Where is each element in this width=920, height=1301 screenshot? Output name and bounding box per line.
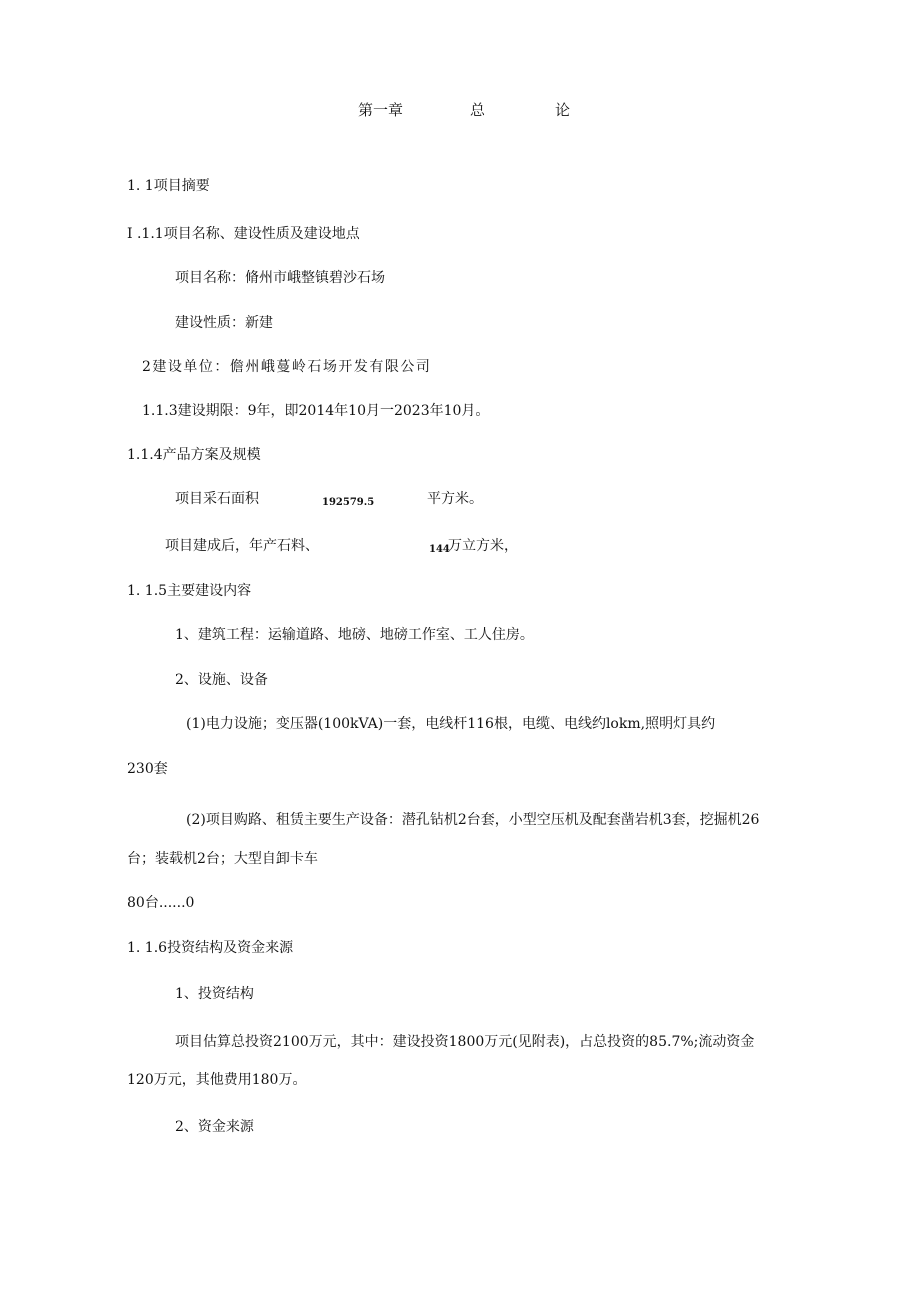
power-facilities-line-2: 230套	[127, 761, 168, 777]
chapter-number: 第一章	[358, 101, 404, 119]
investment-structure-heading: 1、投资结构	[175, 986, 254, 1002]
area-value: 192579.5	[322, 497, 375, 508]
chapter-title-char-1: 总	[470, 101, 486, 119]
section-heading-1-1-6: 1. 1.6投资结构及资金来源	[127, 940, 294, 956]
facilities-item: 2、设施、设备	[175, 672, 268, 688]
construction-unit-text: 2建设单位：儋州峨蔓岭石场开发有限公司	[142, 359, 432, 375]
section-heading-1-1-4: 1.1.4产品方案及规模	[127, 447, 261, 463]
equipment-line-2: 台；装载机2台；大型自卸卡车	[127, 851, 318, 867]
section-heading-1-1-5: 1. 1.5主要建设内容	[127, 583, 252, 599]
section-heading-1-1: 1. 1项目摘要	[127, 178, 210, 194]
project-name-text: 项目名称：脩州市峨整镇碧沙石场	[175, 270, 385, 286]
construction-nature-text: 建设性质：新建	[175, 315, 273, 331]
equipment-line-3: 80台......0	[127, 895, 195, 911]
equipment-line-1: (2)项目购路、租赁主要生产设备：潜孔钻机2台套，小型空压机及配套凿岩机3套，挖掘机26	[186, 812, 760, 828]
section-heading-1-1-3: 1.1.3建设期限：9年，即2014年10月一2023年10月。	[142, 403, 490, 419]
investment-text-line-1: 项目估算总投资2100万元，其中：建设投资1800万元(见附表)，占总投资的85.7%;流动资金	[175, 1034, 755, 1050]
area-unit: 平方米。	[427, 491, 483, 507]
area-label: 项目采石面积	[175, 491, 259, 507]
construction-works-item: 1、建筑工程：运输道路、地磅、地磅工作室、工人住房。	[175, 627, 534, 643]
investment-text-line-2: 120万元，其他费用180万。	[127, 1072, 307, 1088]
section-heading-1-1-1: I .1.1项目名称、建设性质及建设地点	[127, 226, 360, 242]
power-facilities-line-1: (1)电力设施；变压器(100kVA)一套，电线杆116根，电缆、电线约lokm,照明灯具约	[186, 716, 716, 732]
output-unit: 万立方米，	[448, 538, 518, 554]
chapter-title-char-2: 论	[555, 101, 571, 119]
output-label: 项目建成后，年产石料、	[165, 538, 319, 554]
fund-source-heading: 2、资金来源	[175, 1119, 254, 1135]
output-value: 144	[429, 544, 450, 555]
